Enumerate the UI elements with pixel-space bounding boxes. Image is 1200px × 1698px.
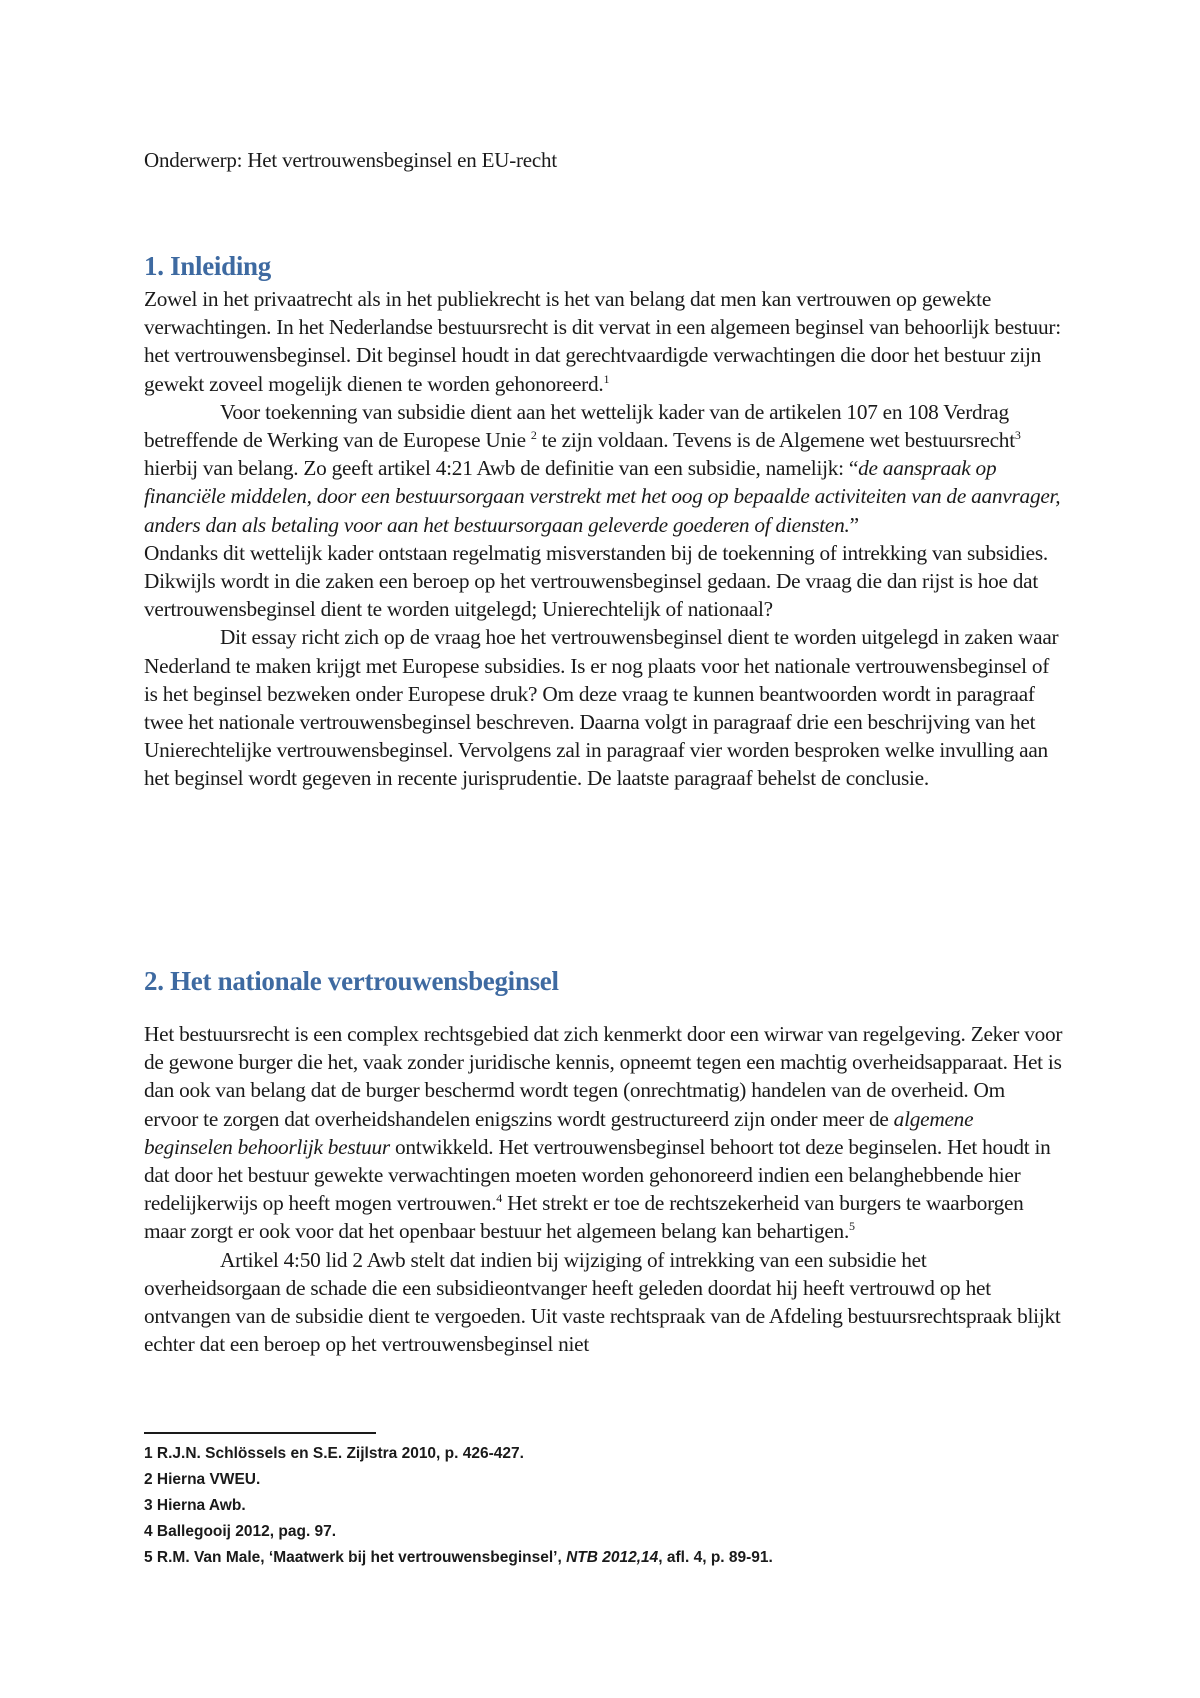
section-inleiding-body (144, 285, 1064, 793)
heading-nationale-vertrouwensbeginsel: 2. Het nationale vertrouwensbeginsel (144, 966, 559, 996)
footnote-text: , afl. 4, p. 89-91. (658, 1549, 773, 1566)
quote-close: ” (849, 512, 859, 537)
paragraph (144, 398, 1064, 539)
footnote-2: 2 Hierna VWEU. (144, 1471, 261, 1488)
footnote-4: 4 Ballegooij 2012, pag. 97. (144, 1523, 337, 1540)
paragraph-text: Het strekt er toe de rechtszekerheid van burgers te waarborgen maar zorgt er ook voor dat het openbaar bestuur het algemeen belang kan behartigen. (144, 1191, 1024, 1244)
paragraph: Dit essay richt zich op de vraag hoe het vertrouwensbeginsel dient te worden uitgelegd in zaken waar Nederland te maken krijgt met Europese subsidies. Is er nog plaats voor het nationale vertrouwensbeginsel of is het beginsel bezweken onder Europese druk? Om deze vraag te kunnen beantwoorden wordt in paragraaf twee het nationale vertrouwensbeginsel beschreven. Daarna volgt in paragraaf drie een beschrijving van het Unierechtelijke vertrouwensbeginsel. Vervolgens zal in paragraaf vier worden besproken welke invulling aan het beginsel wordt gegeven in recente jurisprudentie. De laatste paragraaf behelst de conclusie. (144, 625, 1059, 791)
footnote-ref[interactable]: 3 (1014, 427, 1021, 442)
paragraph-text: ontwikkeld. Het vertrouwensbeginsel behoort tot deze beginselen. Het houdt in dat door het bestuur gewekte verwachtingen moeten worden gehonoreerd indien een belanghebbende hier redelijkerwijs op heeft mogen vertrouwen. (144, 1134, 1051, 1216)
heading-inleiding: 1. Inleiding (144, 251, 271, 281)
paragraph-text: Zowel in het privaatrecht als in het publiekrecht is het van belang dat men kan vertrouwen op gewekte verwachtingen. In het Nederlandse bestuursrecht is dit vervat in een algemeen beginsel van behoorlijk bestuur: het vertrouwensbeginsel. Dit beginsel houdt in dat gerechtvaardigde verwachtingen die door het bestuur zijn gewekt zoveel mogelijk dienen te worden gehonoreerd. (144, 287, 1061, 396)
quote-text: de aanspraak op financiële middelen, door een bestuursorgaan verstrekt met het oog op bepaalde activiteiten van de aanvrager, anders dan als betaling voor aan het bestuursorgaan geleverde goederen of diensten. (144, 456, 1061, 537)
subject-line: Onderwerp: Het vertrouwensbeginsel en EU-recht (144, 148, 557, 172)
footnotes (144, 1441, 1064, 1571)
paragraph (144, 285, 1064, 398)
footnote-3: 3 Hierna Awb. (144, 1497, 246, 1514)
footnote-ref[interactable]: 2 (530, 427, 537, 442)
paragraph-text: hierbij van belang. Zo geeft artikel 4:21 Awb de definitie van een subsidie, namelijk: “ (144, 456, 859, 481)
italic-term: algemene beginselen behoorlijk bestuur (144, 1106, 974, 1159)
footnote-separator (144, 1432, 376, 1434)
footnote-ref[interactable]: 4 (496, 1191, 503, 1206)
paragraph: Ondanks dit wettelijk kader ontstaan regelmatig misverstanden bij de toekenning of intrekking van subsidies. Dikwijls wordt in die zaken een beroep op het vertrouwensbeginsel gedaan. De vraag die dan rijst is hoe dat vertrouwensbeginsel dient te worden uitgelegd; Unierechtelijk of nationaal? (144, 540, 1048, 622)
paragraph-text: te zijn voldaan. Tevens is de Algemene wet bestuursrecht (536, 428, 1015, 453)
paragraph-text: Het bestuursrecht is een complex rechtsgebied dat zich kenmerkt door een wirwar van regelgeving. Zeker voor de gewone burger die het, vaak zonder juridische kennis, opneemt tegen een machtig overheidsapparaat. Het is dan ook van belang dat de burger beschermd wordt tegen (onrechtmatig) handelen van de overheid. Om ervoor te zorgen dat overheidshandelen enigszins wordt gestructureerd zijn onder meer de (144, 1022, 1063, 1131)
paragraph-text: Voor toekenning van subsidie dient aan het wettelijk kader van de artikelen 107 en 108 Verdrag betreffende de Werking van de Europese Unie (144, 399, 1009, 453)
footnote-1: 1 R.J.N. Schlössels en S.E. Zijlstra 2010, p. 426-427. (144, 1445, 524, 1462)
paragraph: Artikel 4:50 lid 2 Awb stelt dat indien bij wijziging of intrekking van een subsidie het overheidsorgaan de schade die een subsidieontvanger heeft geleden doordat hij heeft vertrouwd op het ontvangen van de subsidie dient te vergoeden. Uit vaste rechtspraak van de Afdeling bestuursrechtspraak blijkt echter dat een beroep op het vertrouwensbeginsel niet (144, 1247, 1061, 1357)
footnote-ref[interactable]: 1 (603, 371, 610, 386)
footnote-5 (144, 1545, 1064, 1571)
footnote-journal: NTB 2012,14 (566, 1549, 659, 1566)
paragraph (144, 1020, 1064, 1246)
footnote-text: 5 R.M. Van Male, ‘Maatwerk bij het vertrouwensbeginsel’, (144, 1549, 567, 1566)
footnote-ref[interactable]: 5 (849, 1219, 855, 1234)
section-nationaal-body (144, 1020, 1064, 1358)
